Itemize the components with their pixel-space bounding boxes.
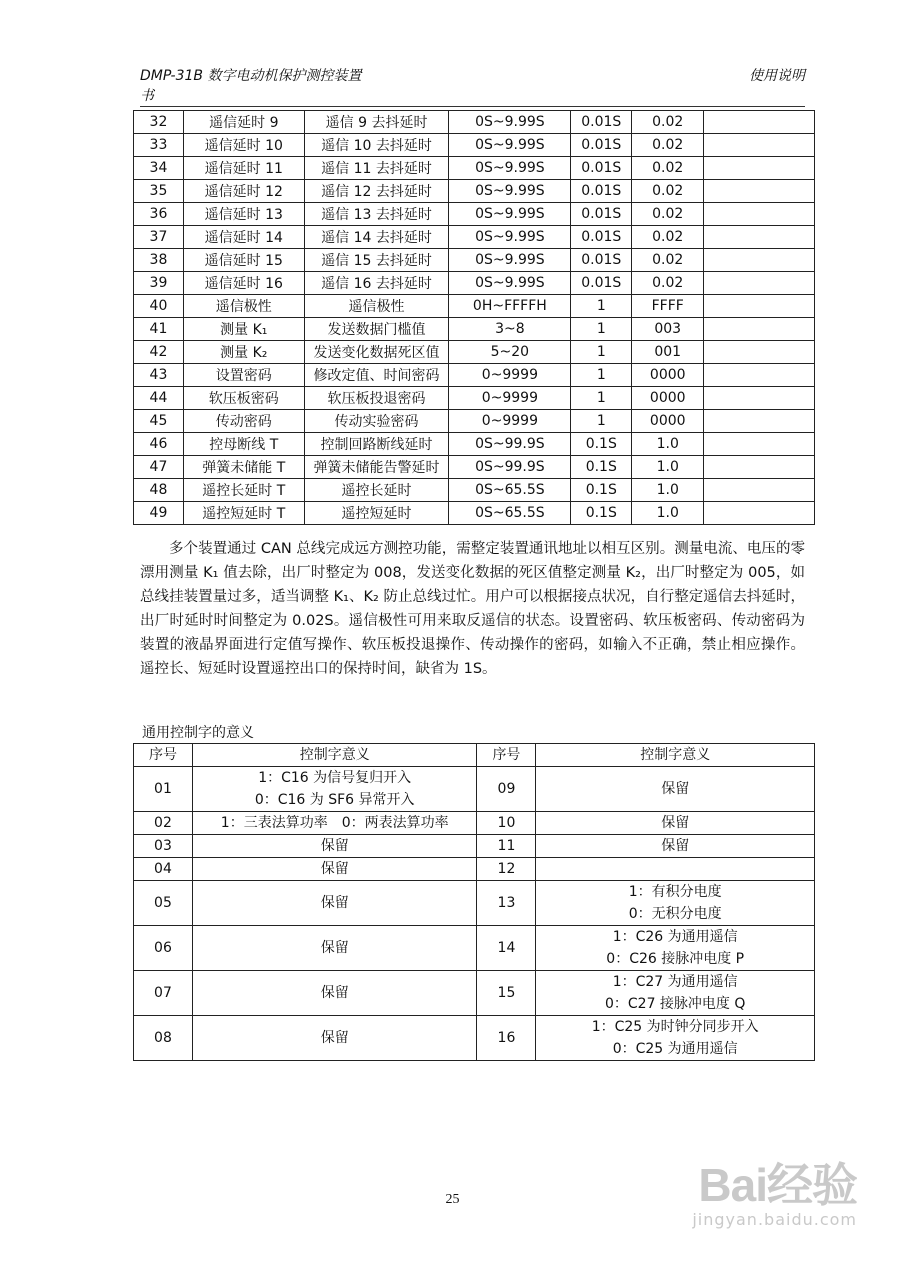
meaning-line: 0：C25 为通用遥信 — [612, 1041, 738, 1057]
cell-number: 15 — [477, 971, 536, 1016]
cell-remark — [704, 272, 815, 295]
table-row — [134, 318, 815, 341]
cell-default: 1.0 — [632, 456, 704, 479]
cell-range: 0S~9.99S — [449, 134, 571, 157]
cell-range: 0S~99.9S — [449, 433, 571, 456]
col-header-number: 序号 — [134, 744, 193, 767]
meaning-line: 保留 — [320, 1030, 349, 1046]
table-row — [134, 387, 815, 410]
cell-meaning — [536, 858, 815, 881]
meaning-line: 1：C25 为时钟分同步开入 — [591, 1019, 759, 1035]
cell-parameter-name: 遥信极性 — [183, 295, 304, 318]
control-word-table — [133, 743, 815, 1061]
cell-number: 33 — [134, 134, 184, 157]
col-header-meaning: 控制字意义 — [192, 744, 477, 767]
cell-number: 37 — [134, 226, 184, 249]
cell-range: 5~20 — [449, 341, 571, 364]
cell-default: 1.0 — [632, 502, 704, 525]
cell-number: 01 — [134, 767, 193, 812]
meaning-line: 0：C26 接脉冲电度 P — [606, 951, 745, 967]
cell-description: 发送变化数据死区值 — [304, 341, 449, 364]
cell-number: 39 — [134, 272, 184, 295]
doc-title: DMP-31B 数字电动机保护测控装置 — [140, 68, 362, 84]
description-paragraph: 多个装置通过 CAN 总线完成远方测控功能，需整定装置通讯地址以相互区别。测量电流、电压的零漂用测量 K₁ 值去除，出厂时整定为 008，发送变化数据的死区值整定测量 K₂，出厂时整定为 005，如总线挂装置量过多，适当调整 K₁、K₂ 防止总线过忙。用户可以根据接点状况，自行整定遥信去抖延时，出厂时延时时间整定为 0.02S。遥信极性可用来取反遥信的状态。设置密码、软压板密码、传动密码为装置的液晶界面进行定值写操作、软压板投退操作、传动操作的密码，如输入不正确，禁止相应操作。遥控长、短延时设置遥控出口的保持时间，缺省为 1S。 — [140, 541, 805, 677]
table-row — [134, 134, 815, 157]
cell-step: 0.1S — [571, 479, 632, 502]
cell-remark — [704, 341, 815, 364]
cell-default: FFFF — [632, 295, 704, 318]
cell-step: 1 — [571, 295, 632, 318]
cell-meaning — [536, 767, 815, 812]
meaning-line: 保留 — [661, 815, 690, 831]
meaning-line: 保留 — [661, 838, 690, 854]
cell-step: 0.01S — [571, 180, 632, 203]
table-row — [134, 502, 815, 525]
cell-meaning — [536, 812, 815, 835]
cell-step: 1 — [571, 410, 632, 433]
cell-number: 04 — [134, 858, 193, 881]
cell-meaning — [536, 1016, 815, 1061]
cell-remark — [704, 134, 815, 157]
table-row — [134, 926, 815, 971]
cell-meaning — [192, 858, 477, 881]
table-row — [134, 433, 815, 456]
cell-step: 1 — [571, 364, 632, 387]
header-rule — [140, 106, 805, 107]
cell-number: 38 — [134, 249, 184, 272]
cell-default: 001 — [632, 341, 704, 364]
cell-number: 05 — [134, 881, 193, 926]
cell-number: 48 — [134, 479, 184, 502]
cell-meaning — [192, 812, 477, 835]
cell-parameter-name: 遥信延时 11 — [183, 157, 304, 180]
cell-description: 遥信 10 去抖延时 — [304, 134, 449, 157]
cell-remark — [704, 111, 815, 134]
cell-step: 0.1S — [571, 433, 632, 456]
cell-remark — [704, 387, 815, 410]
cell-description: 修改定值、时间密码 — [304, 364, 449, 387]
cell-number: 45 — [134, 410, 184, 433]
table-row — [134, 226, 815, 249]
meaning-line: 1：C27 为通用遥信 — [612, 974, 738, 990]
cell-default: 1.0 — [632, 433, 704, 456]
cell-number: 36 — [134, 203, 184, 226]
cell-default: 0.02 — [632, 272, 704, 295]
watermark-logo: Bai经验 — [698, 1159, 857, 1211]
cell-number: 02 — [134, 812, 193, 835]
meaning-line: 保留 — [661, 781, 690, 797]
cell-number: 03 — [134, 835, 193, 858]
cell-meaning — [536, 881, 815, 926]
cell-default: 0.02 — [632, 180, 704, 203]
cell-description: 遥信极性 — [304, 295, 449, 318]
cell-range: 0~9999 — [449, 387, 571, 410]
cell-number: 44 — [134, 387, 184, 410]
cell-number: 49 — [134, 502, 184, 525]
page-number: 25 — [445, 1192, 460, 1207]
cell-number: 12 — [477, 858, 536, 881]
cell-default: 0.02 — [632, 226, 704, 249]
cell-parameter-name: 测量 K₁ — [183, 318, 304, 341]
cell-step: 0.01S — [571, 134, 632, 157]
doc-type-continuation: 书 — [140, 88, 154, 104]
cell-remark — [704, 249, 815, 272]
col-header-number: 序号 — [477, 744, 536, 767]
meaning-line: 1：有积分电度 — [628, 884, 722, 900]
meaning-line: 0：C16 为 SF6 异常开入 — [254, 792, 415, 808]
table-row — [134, 881, 815, 926]
cell-meaning — [192, 835, 477, 858]
cell-description: 遥信 16 去抖延时 — [304, 272, 449, 295]
control-word-caption: 通用控制字的意义 — [142, 725, 254, 741]
cell-description: 遥信 15 去抖延时 — [304, 249, 449, 272]
meaning-line: 保留 — [320, 985, 349, 1001]
cell-step: 0.01S — [571, 249, 632, 272]
cell-number: 35 — [134, 180, 184, 203]
cell-description: 控制回路断线延时 — [304, 433, 449, 456]
cell-remark — [704, 502, 815, 525]
cell-remark — [704, 479, 815, 502]
cell-description: 遥控短延时 — [304, 502, 449, 525]
cell-meaning — [192, 971, 477, 1016]
cell-default: 0.02 — [632, 203, 704, 226]
cell-range: 0S~9.99S — [449, 180, 571, 203]
cell-range: 0S~9.99S — [449, 226, 571, 249]
cell-description: 软压板投退密码 — [304, 387, 449, 410]
table-row — [134, 767, 815, 812]
cell-range: 0H~FFFFH — [449, 295, 571, 318]
cell-parameter-name: 遥控短延时 T — [183, 502, 304, 525]
cell-step: 1 — [571, 318, 632, 341]
cell-parameter-name: 遥控长延时 T — [183, 479, 304, 502]
baidu-jingyan-watermark — [692, 1160, 857, 1229]
cell-step: 0.01S — [571, 272, 632, 295]
cell-description: 弹簧未储能告警延时 — [304, 456, 449, 479]
cell-range: 0~9999 — [449, 364, 571, 387]
cell-step: 0.01S — [571, 111, 632, 134]
cell-parameter-name: 弹簧未储能 T — [183, 456, 304, 479]
cell-number: 10 — [477, 812, 536, 835]
cell-range: 0S~9.99S — [449, 203, 571, 226]
cell-number: 16 — [477, 1016, 536, 1061]
table-row — [134, 456, 815, 479]
cell-number: 14 — [477, 926, 536, 971]
cell-remark — [704, 318, 815, 341]
cell-range: 3~8 — [449, 318, 571, 341]
cell-meaning — [192, 1016, 477, 1061]
table-row — [134, 479, 815, 502]
page-header — [140, 66, 805, 106]
cell-meaning — [536, 835, 815, 858]
cell-default: 003 — [632, 318, 704, 341]
cell-remark — [704, 180, 815, 203]
table-row — [134, 295, 815, 318]
table-row — [134, 835, 815, 858]
cell-step: 0.01S — [571, 157, 632, 180]
cell-parameter-name: 遥信延时 12 — [183, 180, 304, 203]
table-header-row — [134, 744, 815, 767]
table-row — [134, 812, 815, 835]
cell-description: 遥信 13 去抖延时 — [304, 203, 449, 226]
doc-type: 使用说明 — [749, 68, 805, 84]
cell-remark — [704, 456, 815, 479]
table-row — [134, 180, 815, 203]
cell-number: 34 — [134, 157, 184, 180]
cell-step: 1 — [571, 341, 632, 364]
cell-description: 遥控长延时 — [304, 479, 449, 502]
table-row — [134, 272, 815, 295]
cell-step: 0.01S — [571, 203, 632, 226]
cell-number: 40 — [134, 295, 184, 318]
table-row — [134, 111, 815, 134]
cell-parameter-name: 设置密码 — [183, 364, 304, 387]
cell-step: 1 — [571, 387, 632, 410]
cell-number: 08 — [134, 1016, 193, 1061]
cell-parameter-name: 传动密码 — [183, 410, 304, 433]
meaning-line: 保留 — [320, 895, 349, 911]
cell-number: 13 — [477, 881, 536, 926]
cell-default: 0.02 — [632, 249, 704, 272]
cell-meaning — [192, 881, 477, 926]
cell-parameter-name: 遥信延时 16 — [183, 272, 304, 295]
cell-default: 1.0 — [632, 479, 704, 502]
cell-meaning — [536, 971, 815, 1016]
cell-range: 0S~9.99S — [449, 111, 571, 134]
cell-description: 发送数据门槛值 — [304, 318, 449, 341]
meaning-line: 1：C26 为通用遥信 — [612, 929, 738, 945]
cell-remark — [704, 295, 815, 318]
meaning-line: 保留 — [320, 940, 349, 956]
cell-range: 0S~65.5S — [449, 479, 571, 502]
cell-parameter-name: 软压板密码 — [183, 387, 304, 410]
cell-parameter-name: 遥信延时 14 — [183, 226, 304, 249]
cell-number: 43 — [134, 364, 184, 387]
table-row — [134, 858, 815, 881]
cell-remark — [704, 226, 815, 249]
cell-remark — [704, 433, 815, 456]
cell-number: 06 — [134, 926, 193, 971]
cell-default: 0000 — [632, 410, 704, 433]
cell-meaning — [192, 926, 477, 971]
cell-description: 遥信 14 去抖延时 — [304, 226, 449, 249]
cell-default: 0000 — [632, 387, 704, 410]
meaning-line: 保留 — [320, 861, 349, 877]
cell-number: 41 — [134, 318, 184, 341]
cell-description: 遥信 9 去抖延时 — [304, 111, 449, 134]
cell-description: 遥信 12 去抖延时 — [304, 180, 449, 203]
cell-number: 11 — [477, 835, 536, 858]
cell-range: 0S~99.9S — [449, 456, 571, 479]
cell-default: 0.02 — [632, 134, 704, 157]
cell-parameter-name: 测量 K₂ — [183, 341, 304, 364]
cell-parameter-name: 遥信延时 9 — [183, 111, 304, 134]
cell-remark — [704, 203, 815, 226]
cell-number: 42 — [134, 341, 184, 364]
col-header-meaning: 控制字意义 — [536, 744, 815, 767]
cell-remark — [704, 157, 815, 180]
table-row — [134, 341, 815, 364]
meaning-line: 1：C16 为信号复归开入 — [258, 770, 412, 786]
cell-parameter-name: 遥信延时 10 — [183, 134, 304, 157]
cell-number: 09 — [477, 767, 536, 812]
cell-number: 47 — [134, 456, 184, 479]
cell-default: 0000 — [632, 364, 704, 387]
cell-number: 32 — [134, 111, 184, 134]
cell-number: 07 — [134, 971, 193, 1016]
cell-description: 遥信 11 去抖延时 — [304, 157, 449, 180]
meaning-line: 保留 — [320, 838, 349, 854]
cell-number: 46 — [134, 433, 184, 456]
meaning-line: 1：三表法算功率 0：两表法算功率 — [220, 815, 449, 831]
table-row — [134, 1016, 815, 1061]
cell-default: 0.02 — [632, 111, 704, 134]
cell-range: 0S~9.99S — [449, 272, 571, 295]
cell-range: 0S~65.5S — [449, 502, 571, 525]
meaning-line — [536, 858, 814, 880]
cell-range: 0S~9.99S — [449, 157, 571, 180]
parameter-table — [133, 110, 815, 525]
cell-meaning — [536, 926, 815, 971]
cell-parameter-name: 遥信延时 13 — [183, 203, 304, 226]
meaning-line: 0：C27 接脉冲电度 Q — [604, 996, 746, 1012]
cell-description: 传动实验密码 — [304, 410, 449, 433]
cell-parameter-name: 遥信延时 15 — [183, 249, 304, 272]
cell-step: 0.01S — [571, 226, 632, 249]
cell-remark — [704, 410, 815, 433]
watermark-url: jingyan.baidu.com — [692, 1210, 857, 1229]
cell-parameter-name: 控母断线 T — [183, 433, 304, 456]
cell-remark — [704, 364, 815, 387]
table-row — [134, 157, 815, 180]
cell-default: 0.02 — [632, 157, 704, 180]
meaning-line: 0：无积分电度 — [628, 906, 722, 922]
table-row — [134, 203, 815, 226]
table-row — [134, 249, 815, 272]
table-row — [134, 971, 815, 1016]
cell-step: 0.1S — [571, 456, 632, 479]
cell-step: 0.1S — [571, 502, 632, 525]
cell-meaning — [192, 767, 477, 812]
table-row — [134, 410, 815, 433]
cell-range: 0S~9.99S — [449, 249, 571, 272]
table-row — [134, 364, 815, 387]
cell-range: 0~9999 — [449, 410, 571, 433]
